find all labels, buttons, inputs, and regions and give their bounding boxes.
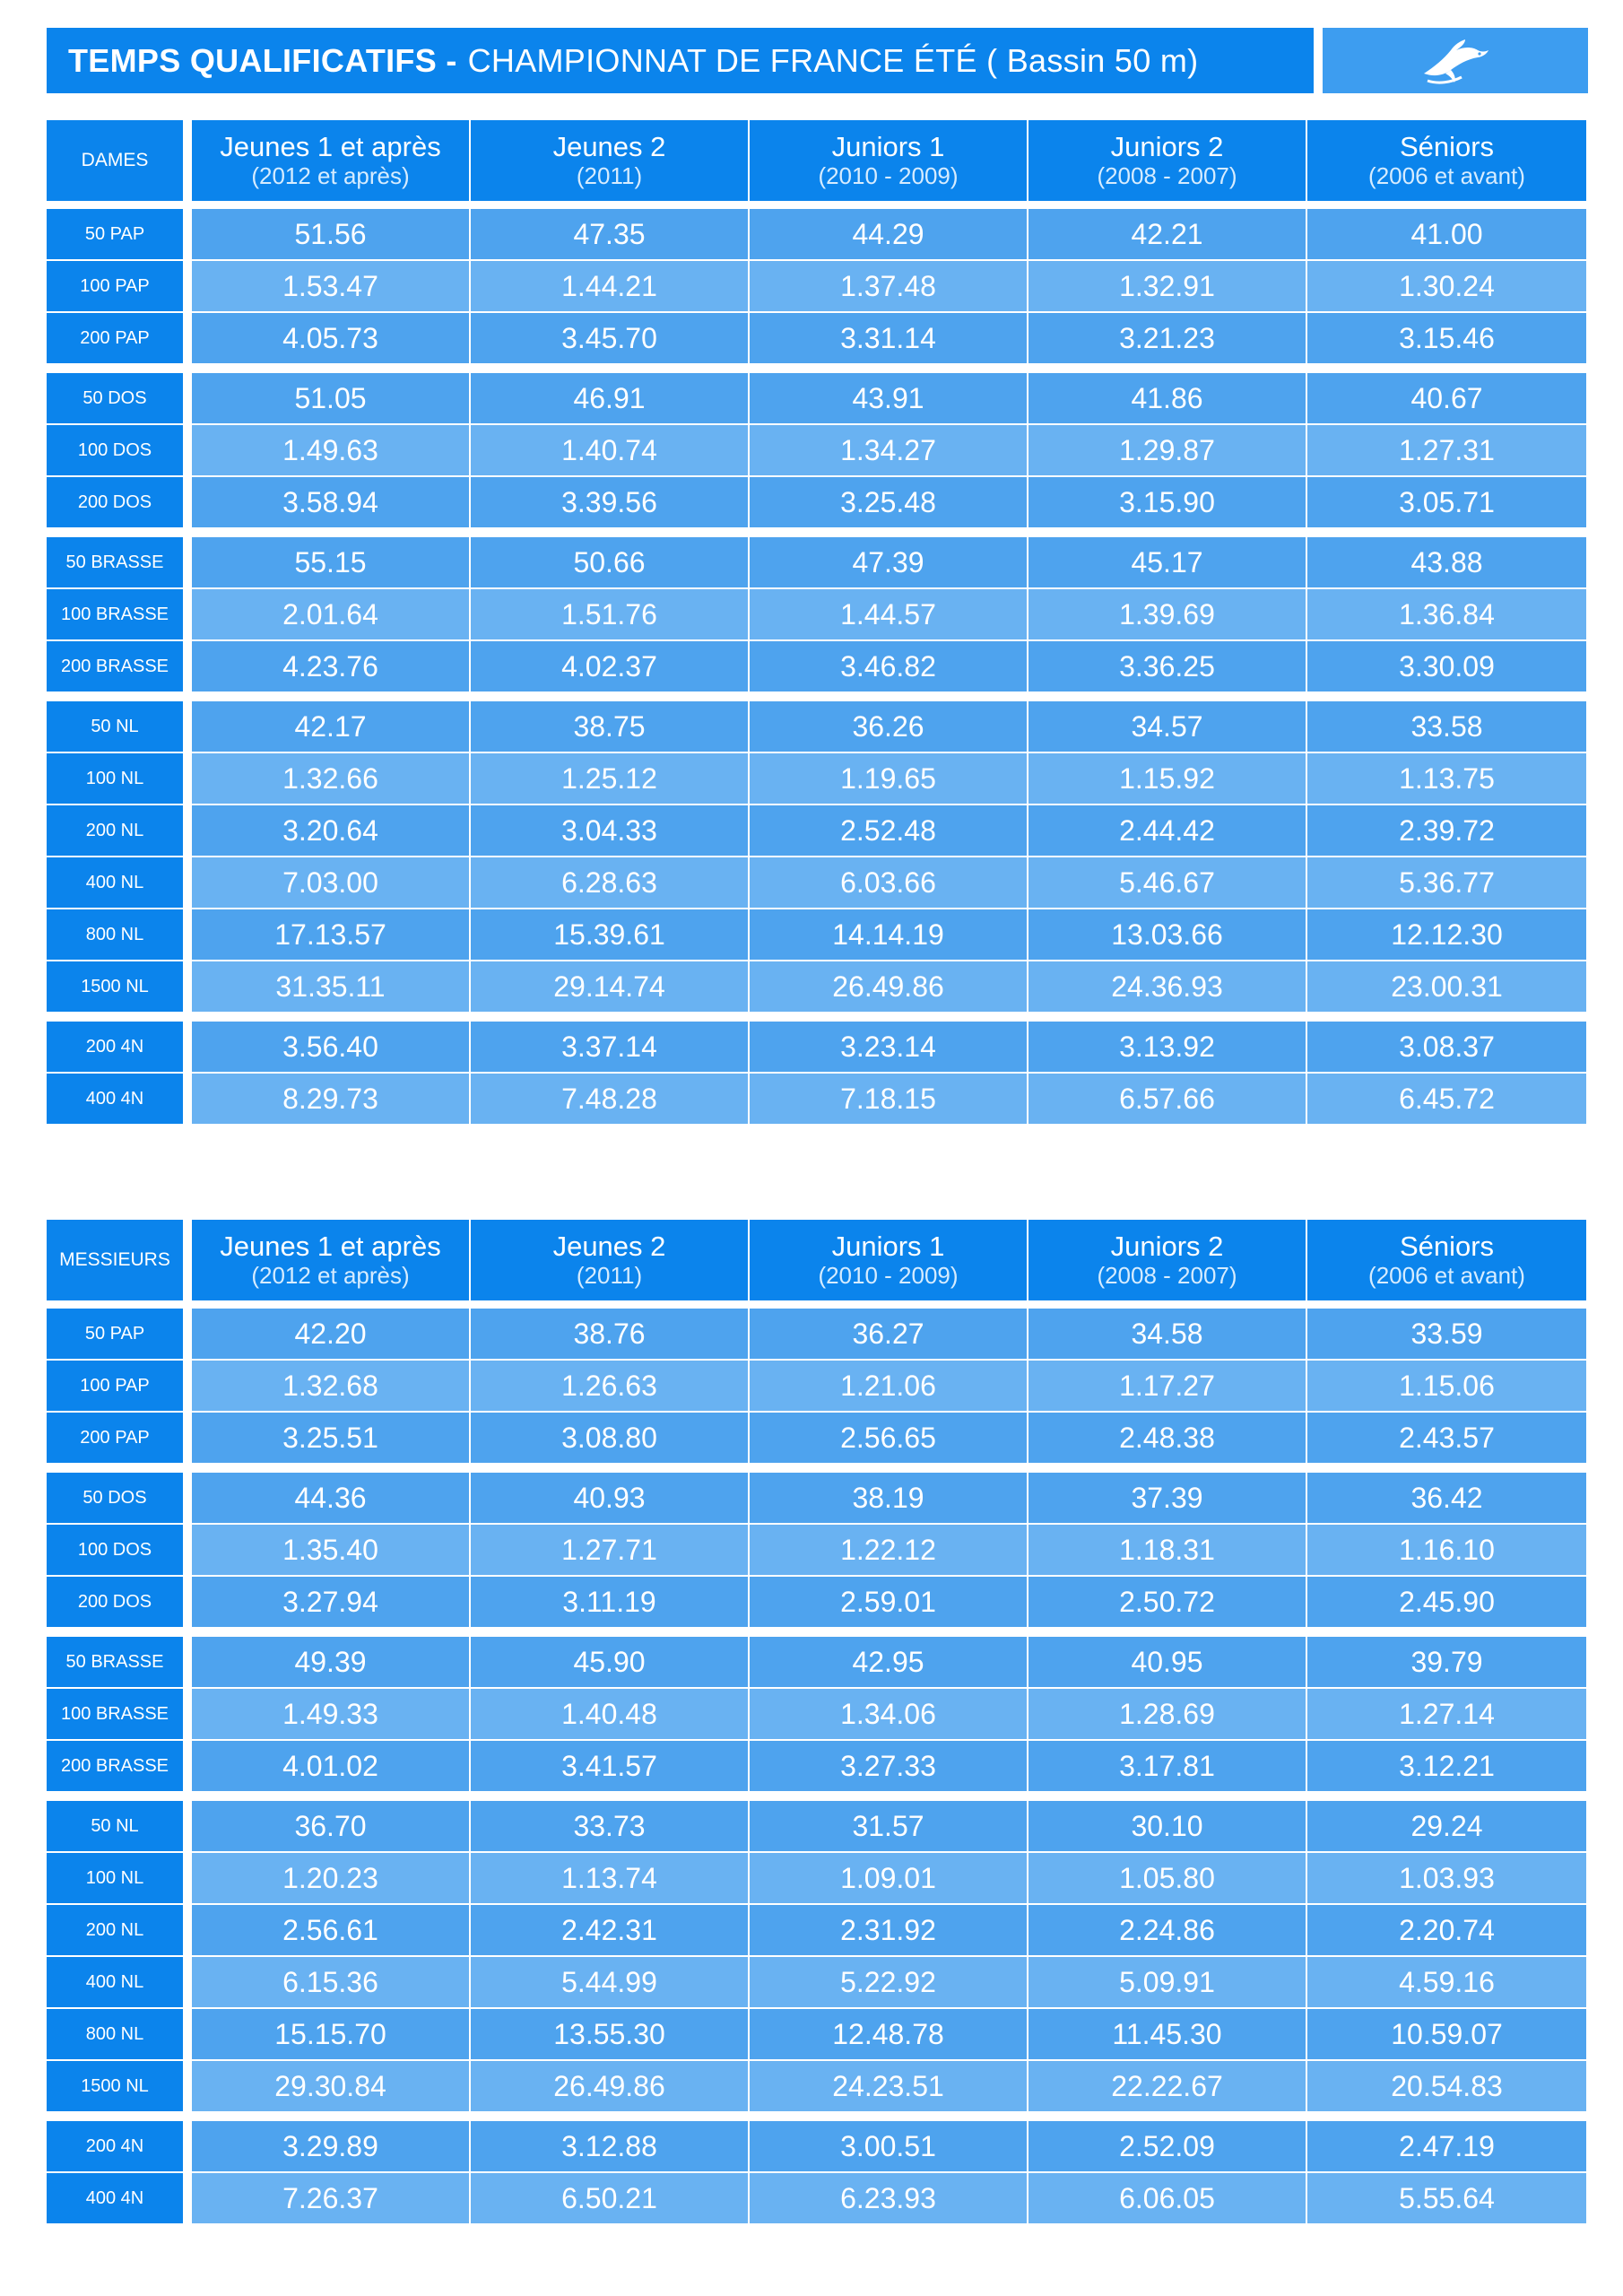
- time-cell: 42.21: [1028, 209, 1307, 259]
- event-label: 200 NL: [47, 805, 183, 856]
- time-cell: 33.73: [471, 1801, 750, 1851]
- time-cell: 1.27.71: [471, 1525, 750, 1575]
- time-cell: 3.04.33: [471, 805, 750, 856]
- time-cell: 1.15.06: [1307, 1361, 1586, 1411]
- event-label: 800 NL: [47, 2009, 183, 2059]
- time-cell: 3.11.19: [471, 1577, 750, 1627]
- event-label: 200 NL: [47, 1905, 183, 1955]
- time-cell: 1.15.92: [1028, 753, 1307, 804]
- time-cell: 1.32.91: [1028, 261, 1307, 311]
- event-label: 200 BRASSE: [47, 1741, 183, 1791]
- time-cell: 46.91: [471, 373, 750, 423]
- time-cell: 1.40.74: [471, 425, 750, 475]
- event-label: 200 BRASSE: [47, 641, 183, 691]
- time-cell: 1.39.69: [1028, 589, 1307, 639]
- time-cell: 45.17: [1028, 537, 1307, 587]
- time-cell: 3.23.14: [750, 1022, 1028, 1072]
- time-cell: 1.51.76: [471, 589, 750, 639]
- time-cell: 14.14.19: [750, 909, 1028, 960]
- event-label: 1500 NL: [47, 2061, 183, 2111]
- table-row: [47, 209, 1588, 261]
- time-cell: 51.56: [192, 209, 471, 259]
- event-label: 100 PAP: [47, 261, 183, 311]
- time-cell: 12.12.30: [1307, 909, 1586, 960]
- event-group: [47, 1309, 1588, 1463]
- time-cell: 6.23.93: [750, 2173, 1028, 2223]
- time-cell: 10.59.07: [1307, 2009, 1586, 2059]
- time-cell: 3.15.90: [1028, 477, 1307, 527]
- time-cell: 2.56.61: [192, 1905, 471, 1955]
- time-cell: 1.36.84: [1307, 589, 1586, 639]
- column-title: Juniors 1: [831, 131, 945, 163]
- time-cell: 42.95: [750, 1637, 1028, 1687]
- column-header: [471, 1220, 750, 1300]
- time-cell: 2.31.92: [750, 1905, 1028, 1955]
- table-row: [47, 857, 1588, 909]
- column-header: [192, 120, 471, 201]
- time-cell: 1.19.65: [750, 753, 1028, 804]
- event-group: [47, 537, 1588, 691]
- time-cell: 30.10: [1028, 1801, 1307, 1851]
- time-cell: 47.35: [471, 209, 750, 259]
- event-label: 200 PAP: [47, 313, 183, 363]
- time-cell: 3.27.33: [750, 1741, 1028, 1791]
- time-cell: 55.15: [192, 537, 471, 587]
- time-cell: 2.52.09: [1028, 2121, 1307, 2171]
- time-cell: 3.12.21: [1307, 1741, 1586, 1791]
- time-cell: 1.20.23: [192, 1853, 471, 1903]
- event-label: 100 BRASSE: [47, 1689, 183, 1739]
- time-cell: 3.27.94: [192, 1577, 471, 1627]
- time-cell: 3.39.56: [471, 477, 750, 527]
- time-cell: 3.25.48: [750, 477, 1028, 527]
- time-cell: 12.48.78: [750, 2009, 1028, 2059]
- table-header: [47, 120, 1588, 201]
- event-label: 50 DOS: [47, 1473, 183, 1523]
- time-cell: 40.95: [1028, 1637, 1307, 1687]
- time-cell: 36.42: [1307, 1473, 1586, 1523]
- time-cell: 4.23.76: [192, 641, 471, 691]
- time-cell: 1.35.40: [192, 1525, 471, 1575]
- time-cell: 2.52.48: [750, 805, 1028, 856]
- column-title: Juniors 2: [1110, 1231, 1224, 1263]
- time-cell: 49.39: [192, 1637, 471, 1687]
- time-cell: 1.29.87: [1028, 425, 1307, 475]
- column-years: (2010 - 2009): [818, 161, 959, 189]
- time-cell: 2.24.86: [1028, 1905, 1307, 1955]
- table-row: [47, 1741, 1588, 1791]
- time-cell: 3.58.94: [192, 477, 471, 527]
- time-cell: 15.15.70: [192, 2009, 471, 2059]
- time-cell: 33.58: [1307, 701, 1586, 752]
- time-cell: 1.32.68: [192, 1361, 471, 1411]
- time-cell: 4.01.02: [192, 1741, 471, 1791]
- event-group: [47, 209, 1588, 363]
- time-cell: 3.31.14: [750, 313, 1028, 363]
- time-cell: 31.57: [750, 1801, 1028, 1851]
- column-header: [1307, 120, 1586, 201]
- event-group: [47, 1473, 1588, 1627]
- table-row: [47, 261, 1588, 313]
- column-title: Jeunes 2: [552, 131, 666, 163]
- table-row: [47, 1309, 1588, 1361]
- table-row: [47, 1689, 1588, 1741]
- time-cell: 15.39.61: [471, 909, 750, 960]
- column-header: [192, 1220, 471, 1300]
- event-label: 400 NL: [47, 857, 183, 908]
- time-cell: 23.00.31: [1307, 961, 1586, 1012]
- category-label: DAMES: [47, 120, 183, 201]
- time-cell: 3.41.57: [471, 1741, 750, 1791]
- table-row: [47, 1473, 1588, 1525]
- time-cell: 1.44.57: [750, 589, 1028, 639]
- time-cell: 3.21.23: [1028, 313, 1307, 363]
- time-cell: 3.12.88: [471, 2121, 750, 2171]
- table-row: [47, 1361, 1588, 1413]
- time-cell: 43.91: [750, 373, 1028, 423]
- table-row: [47, 1853, 1588, 1905]
- time-cell: 29.14.74: [471, 961, 750, 1012]
- table-row: [47, 1957, 1588, 2009]
- column-years: (2011): [576, 1261, 643, 1289]
- column-years: (2008 - 2007): [1097, 161, 1237, 189]
- time-cell: 1.27.31: [1307, 425, 1586, 475]
- column-years: (2012 et après): [251, 161, 410, 189]
- event-group: [47, 701, 1588, 1012]
- event-label: 100 PAP: [47, 1361, 183, 1411]
- time-cell: 3.20.64: [192, 805, 471, 856]
- time-cell: 3.13.92: [1028, 1022, 1307, 1072]
- table-row: [47, 1525, 1588, 1577]
- time-cell: 51.05: [192, 373, 471, 423]
- table-row: [47, 1074, 1588, 1124]
- event-label: 100 DOS: [47, 1525, 183, 1575]
- time-cell: 41.86: [1028, 373, 1307, 423]
- time-cell: 34.57: [1028, 701, 1307, 752]
- column-header: [750, 120, 1028, 201]
- table-row: [47, 961, 1588, 1012]
- time-cell: 2.01.64: [192, 589, 471, 639]
- time-cell: 3.46.82: [750, 641, 1028, 691]
- time-cell: 6.28.63: [471, 857, 750, 908]
- time-cell: 42.20: [192, 1309, 471, 1359]
- time-cell: 1.13.74: [471, 1853, 750, 1903]
- column-header: [471, 120, 750, 201]
- title-bold: TEMPS QUALIFICATIFS -: [68, 41, 457, 79]
- table-row: [47, 537, 1588, 589]
- event-label: 400 4N: [47, 1074, 183, 1124]
- time-cell: 11.45.30: [1028, 2009, 1307, 2059]
- event-group: [47, 1801, 1588, 2111]
- table-row: [47, 2173, 1588, 2223]
- time-cell: 3.56.40: [192, 1022, 471, 1072]
- event-label: 50 BRASSE: [47, 537, 183, 587]
- table-row: [47, 1801, 1588, 1853]
- table-row: [47, 313, 1588, 363]
- time-cell: 41.00: [1307, 209, 1586, 259]
- table-row: [47, 2121, 1588, 2173]
- event-label: 100 BRASSE: [47, 589, 183, 639]
- time-cell: 31.35.11: [192, 961, 471, 1012]
- event-label: 1500 NL: [47, 961, 183, 1012]
- table-row: [47, 1413, 1588, 1463]
- time-cell: 1.28.69: [1028, 1689, 1307, 1739]
- time-cell: 1.49.63: [192, 425, 471, 475]
- table-row: [47, 2009, 1588, 2061]
- time-cell: 13.03.66: [1028, 909, 1307, 960]
- time-cell: 6.50.21: [471, 2173, 750, 2223]
- time-cell: 40.93: [471, 1473, 750, 1523]
- event-label: 100 NL: [47, 753, 183, 804]
- column-title: Juniors 2: [1110, 131, 1224, 163]
- column-years: (2006 et avant): [1368, 161, 1525, 189]
- logo: [1323, 28, 1588, 93]
- event-label: 200 DOS: [47, 1577, 183, 1627]
- column-years: (2006 et avant): [1368, 1261, 1525, 1289]
- time-cell: 13.55.30: [471, 2009, 750, 2059]
- time-cell: 24.23.51: [750, 2061, 1028, 2111]
- table-row: [47, 1637, 1588, 1689]
- time-cell: 26.49.86: [471, 2061, 750, 2111]
- time-cell: 2.48.38: [1028, 1413, 1307, 1463]
- table-row: [47, 1022, 1588, 1074]
- time-cell: 1.05.80: [1028, 1853, 1307, 1903]
- time-cell: 43.88: [1307, 537, 1586, 587]
- table-row: [47, 1577, 1588, 1627]
- time-cell: 44.29: [750, 209, 1028, 259]
- event-label: 50 PAP: [47, 1309, 183, 1359]
- column-title: Jeunes 2: [552, 1231, 666, 1263]
- time-cell: 1.34.06: [750, 1689, 1028, 1739]
- time-cell: 29.24: [1307, 1801, 1586, 1851]
- time-cell: 1.16.10: [1307, 1525, 1586, 1575]
- column-header: [750, 1220, 1028, 1300]
- time-cell: 2.45.90: [1307, 1577, 1586, 1627]
- time-cell: 3.08.80: [471, 1413, 750, 1463]
- table-row: [47, 753, 1588, 805]
- time-cell: 6.06.05: [1028, 2173, 1307, 2223]
- event-label: 50 BRASSE: [47, 1637, 183, 1687]
- column-years: (2010 - 2009): [818, 1261, 959, 1289]
- time-cell: 1.40.48: [471, 1689, 750, 1739]
- time-cell: 4.02.37: [471, 641, 750, 691]
- time-cell: 3.08.37: [1307, 1022, 1586, 1072]
- time-cell: 3.00.51: [750, 2121, 1028, 2171]
- time-cell: 36.70: [192, 1801, 471, 1851]
- time-cell: 3.36.25: [1028, 641, 1307, 691]
- time-cell: 7.48.28: [471, 1074, 750, 1124]
- column-title: Séniors: [1399, 131, 1495, 163]
- category-label: MESSIEURS: [47, 1220, 183, 1300]
- time-cell: 17.13.57: [192, 909, 471, 960]
- event-label: 50 PAP: [47, 209, 183, 259]
- time-cell: 3.17.81: [1028, 1741, 1307, 1791]
- event-group: [47, 373, 1588, 527]
- time-cell: 1.17.27: [1028, 1361, 1307, 1411]
- time-cell: 36.26: [750, 701, 1028, 752]
- time-cell: 5.55.64: [1307, 2173, 1586, 2223]
- time-cell: 1.32.66: [192, 753, 471, 804]
- time-cell: 6.15.36: [192, 1957, 471, 2007]
- time-cell: 40.67: [1307, 373, 1586, 423]
- time-cell: 7.26.37: [192, 2173, 471, 2223]
- event-label: 50 DOS: [47, 373, 183, 423]
- table-row: [47, 373, 1588, 425]
- time-cell: 1.37.48: [750, 261, 1028, 311]
- table-row: [47, 477, 1588, 527]
- column-title: Séniors: [1399, 1231, 1495, 1263]
- time-cell: 2.20.74: [1307, 1905, 1586, 1955]
- table-row: [47, 641, 1588, 691]
- time-cell: 38.19: [750, 1473, 1028, 1523]
- event-label: 400 NL: [47, 1957, 183, 2007]
- table-row: [47, 805, 1588, 857]
- time-cell: 1.03.93: [1307, 1853, 1586, 1903]
- event-group: [47, 1637, 1588, 1791]
- time-cell: 42.17: [192, 701, 471, 752]
- time-cell: 6.45.72: [1307, 1074, 1586, 1124]
- column-years: (2011): [576, 161, 643, 189]
- dolphin-logo-icon: [1415, 34, 1496, 88]
- time-cell: 2.43.57: [1307, 1413, 1586, 1463]
- time-cell: 3.05.71: [1307, 477, 1586, 527]
- time-cell: 1.30.24: [1307, 261, 1586, 311]
- time-cell: 36.27: [750, 1309, 1028, 1359]
- time-cell: 39.79: [1307, 1637, 1586, 1687]
- page-title: [47, 28, 1314, 93]
- time-cell: 4.59.16: [1307, 1957, 1586, 2007]
- time-cell: 1.22.12: [750, 1525, 1028, 1575]
- event-label: 200 PAP: [47, 1413, 183, 1463]
- event-group: [47, 2121, 1588, 2223]
- time-cell: 37.39: [1028, 1473, 1307, 1523]
- time-cell: 1.49.33: [192, 1689, 471, 1739]
- time-cell: 1.13.75: [1307, 753, 1586, 804]
- time-cell: 26.49.86: [750, 961, 1028, 1012]
- time-cell: 8.29.73: [192, 1074, 471, 1124]
- table-row: [47, 1905, 1588, 1957]
- time-cell: 7.18.15: [750, 1074, 1028, 1124]
- time-cell: 5.09.91: [1028, 1957, 1307, 2007]
- time-cell: 1.34.27: [750, 425, 1028, 475]
- time-cell: 1.25.12: [471, 753, 750, 804]
- column-header: [1028, 1220, 1307, 1300]
- column-header: [1028, 120, 1307, 201]
- time-cell: 44.36: [192, 1473, 471, 1523]
- event-label: 200 4N: [47, 1022, 183, 1072]
- time-cell: 3.30.09: [1307, 641, 1586, 691]
- table-header: [47, 1220, 1588, 1300]
- event-label: 100 NL: [47, 1853, 183, 1903]
- dames-table: [47, 120, 1588, 1134]
- time-cell: 3.15.46: [1307, 313, 1586, 363]
- time-cell: 4.05.73: [192, 313, 471, 363]
- time-cell: 6.03.66: [750, 857, 1028, 908]
- time-cell: 5.44.99: [471, 1957, 750, 2007]
- time-cell: 47.39: [750, 537, 1028, 587]
- table-row: [47, 909, 1588, 961]
- time-cell: 38.75: [471, 701, 750, 752]
- time-cell: 5.46.67: [1028, 857, 1307, 908]
- time-cell: 45.90: [471, 1637, 750, 1687]
- column-years: (2012 et après): [251, 1261, 410, 1289]
- time-cell: 1.26.63: [471, 1361, 750, 1411]
- time-cell: 5.22.92: [750, 1957, 1028, 2007]
- time-cell: 2.59.01: [750, 1577, 1028, 1627]
- time-cell: 2.56.65: [750, 1413, 1028, 1463]
- event-label: 50 NL: [47, 1801, 183, 1851]
- time-cell: 38.76: [471, 1309, 750, 1359]
- time-cell: 1.09.01: [750, 1853, 1028, 1903]
- event-label: 400 4N: [47, 2173, 183, 2223]
- time-cell: 5.36.77: [1307, 857, 1586, 908]
- time-cell: 7.03.00: [192, 857, 471, 908]
- time-cell: 1.44.21: [471, 261, 750, 311]
- messieurs-table: [47, 1220, 1588, 2233]
- time-cell: 3.25.51: [192, 1413, 471, 1463]
- event-label: 50 NL: [47, 701, 183, 752]
- column-title: Juniors 1: [831, 1231, 945, 1263]
- event-label: 200 4N: [47, 2121, 183, 2171]
- time-cell: 22.22.67: [1028, 2061, 1307, 2111]
- time-cell: 1.18.31: [1028, 1525, 1307, 1575]
- time-cell: 3.37.14: [471, 1022, 750, 1072]
- time-cell: 20.54.83: [1307, 2061, 1586, 2111]
- time-cell: 29.30.84: [192, 2061, 471, 2111]
- time-cell: 33.59: [1307, 1309, 1586, 1359]
- event-label: 800 NL: [47, 909, 183, 960]
- title-light: CHAMPIONNAT DE FRANCE ÉTÉ ( Bassin 50 m): [467, 41, 1199, 79]
- column-years: (2008 - 2007): [1097, 1261, 1237, 1289]
- time-cell: 2.39.72: [1307, 805, 1586, 856]
- column-title: Jeunes 1 et après: [220, 1231, 441, 1263]
- time-cell: 2.50.72: [1028, 1577, 1307, 1627]
- time-cell: 2.44.42: [1028, 805, 1307, 856]
- column-title: Jeunes 1 et après: [220, 131, 441, 163]
- column-header: [1307, 1220, 1586, 1300]
- time-cell: 6.57.66: [1028, 1074, 1307, 1124]
- time-cell: 1.27.14: [1307, 1689, 1586, 1739]
- table-row: [47, 701, 1588, 753]
- time-cell: 34.58: [1028, 1309, 1307, 1359]
- table-row: [47, 2061, 1588, 2111]
- time-cell: 50.66: [471, 537, 750, 587]
- table-row: [47, 589, 1588, 641]
- time-cell: 1.21.06: [750, 1361, 1028, 1411]
- time-cell: 2.47.19: [1307, 2121, 1586, 2171]
- event-group: [47, 1022, 1588, 1124]
- time-cell: 2.42.31: [471, 1905, 750, 1955]
- time-cell: 3.29.89: [192, 2121, 471, 2171]
- time-cell: 24.36.93: [1028, 961, 1307, 1012]
- table-row: [47, 425, 1588, 477]
- event-label: 100 DOS: [47, 425, 183, 475]
- time-cell: 3.45.70: [471, 313, 750, 363]
- time-cell: 1.53.47: [192, 261, 471, 311]
- event-label: 200 DOS: [47, 477, 183, 527]
